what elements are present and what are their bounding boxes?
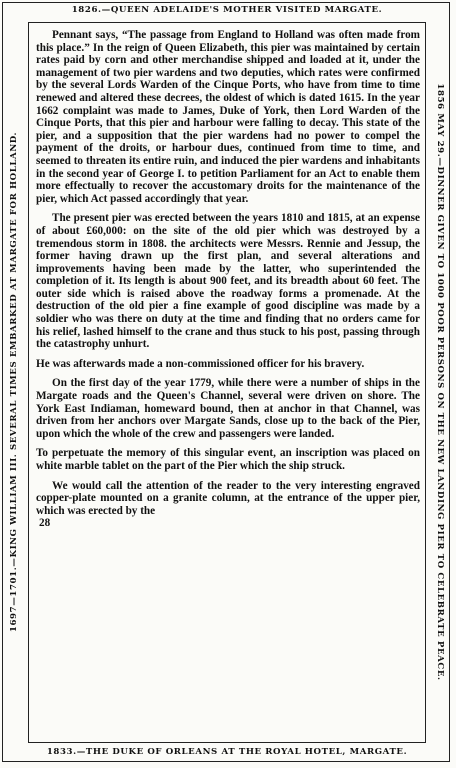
paragraph: On the first day of the year 1779, while there were a number of ships in the Margate roads and the Queen's Channel, several were driven on shore. The York East Indiaman, homeward bound, then at anchor in that Channel, was driven from her anchors over Margate Sands, close up to the back of the Pier, upon which the whole of the crew and passengers were landed.: [36, 377, 420, 440]
paragraph: He was afterwards made a non-commissioned officer for his bravery.: [36, 357, 365, 370]
paragraph: The present pier was erected between the years 1810 and 1815, at an expense of about £60,000: on the site of the old pier which was destroyed by a tremendous storm in 1808. the architects were Messrs. Rennie and Jessup, the former having drawn up the first plan, and several alterations and improvements having been made by the latter, who superintended the completion of it. Its length is about 900 feet, and its breadth about 60 feet. The outer side which is raised above the roadway forms a promenade. At the destruction of the old pier a fine example of good discipline was made by a soldier who was there on duty at the time and finding that no orders came for his relief, lashed himself to the crane and thus stuck to his post, passing through the catastrophy unhurt.: [36, 212, 420, 351]
paragraph: We would call the attention of the reader to the very interesting engraved copper-plate mounted on a granite column, at the entrance of the upper pier, which was erected by the: [36, 479, 420, 517]
page-number: 28: [39, 517, 51, 530]
right-margin-caption: 1856 MAY 29.—DINNER GIVEN TO 1000 POOR PERSONS ON THE NEW LANDING PIER TO CELEBRATE PEACE.: [435, 83, 445, 681]
bottom-heading: 1833.—THE DUKE OF ORLEANS AT THE ROYAL HOTEL, MARGATE.: [46, 747, 408, 757]
paragraph: Pennant says, “The passage from England to Holland was often made from this place.” In the reign of Queen Elizabeth, this pier was maintained by certain rates paid by corn and other merchandise shipped and loaded at it, under the management of two pier wardens and two deputies, which rates were confirmed by the several Lords Warden of the Cinque Ports, who have from time to time renewed and altered these decrees, the oldest of which is dated 1615. In the year 1662 complaint was made to James, Duke of York, then Lord Warden of the Cinque Ports, that this pier and harbour were falling to decay. This state of the pier, and a supposition that the pier wardens had no power to compel the payment of the droits, or harbour dues, continued from time to time, and seemed to threaten its entire ruin, and induced the pier wardens and inhabitants in the second year of George I. to petition Parliament for an Act to enable them more effectually to recover the accustomary droits for the maintenance of the pier, which Act passed accordingly that year.: [36, 29, 420, 205]
left-margin-caption: 1697—1701.—KING WILLIAM III. SEVERAL TIMES EMBARKED AT MARGATE FOR HOLLAND.: [9, 131, 19, 633]
body-text: [36, 29, 420, 741]
top-heading: 1826.—QUEEN ADELAIDE'S MOTHER VISITED MARGATE.: [71, 5, 383, 15]
paragraph: To perpetuate the memory of this singular event, an inscription was placed on white marble tablet on the part of the Pier which the ship struck.: [36, 447, 420, 472]
